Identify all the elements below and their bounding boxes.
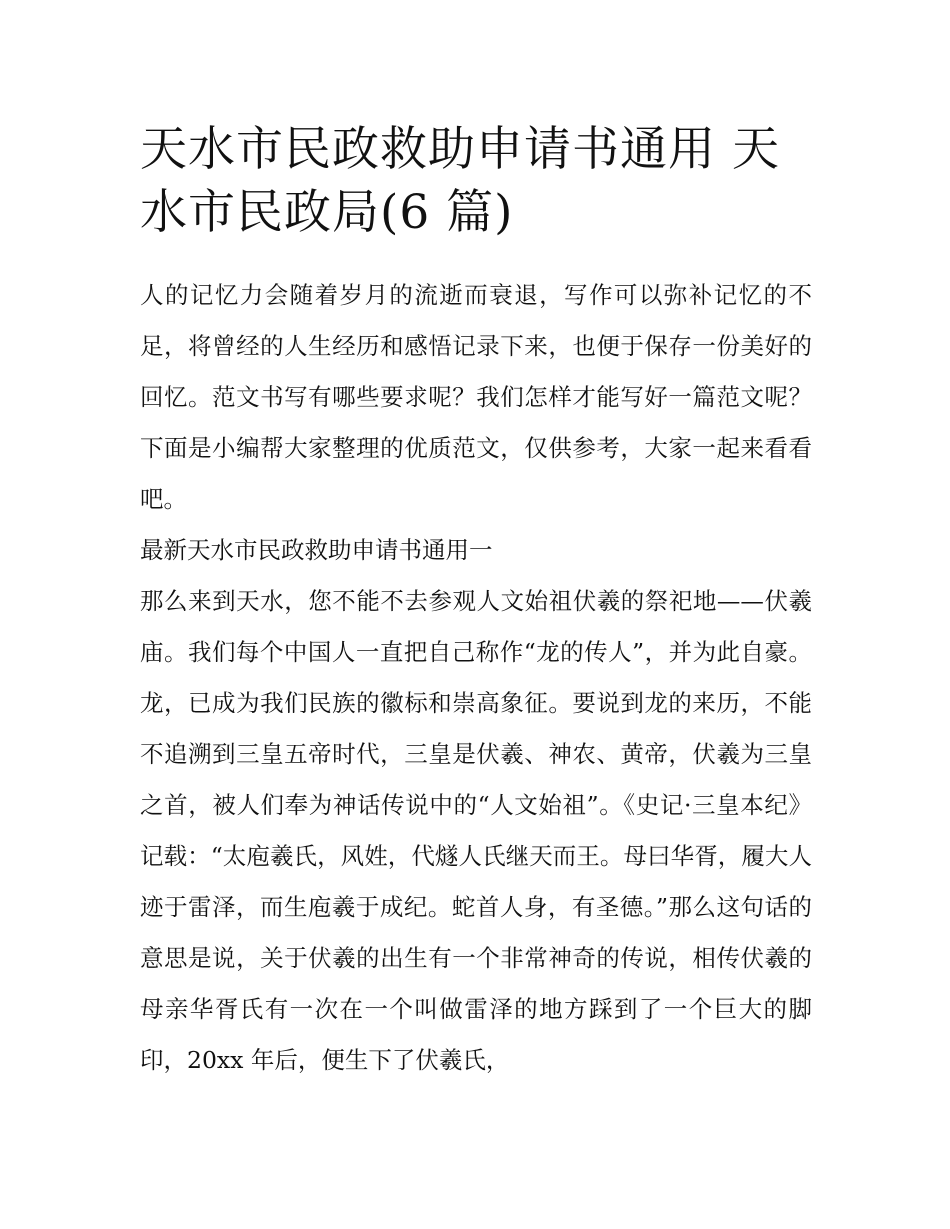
intro-paragraph: 人的记忆力会随着岁月的流逝而衰退，写作可以弥补记忆的不足，将曾经的人生经历和感悟记录下来，也便于保存一份美好的回忆。范文书写有哪些要求呢？我们怎样才能写好一篇范文呢？下面是小编帮大家整理的优质范文，仅供参考，大家一起来看看吧。 bbox=[140, 281, 812, 513]
document-body bbox=[140, 270, 812, 1086]
title-line-2: 水市民政局(6 篇) bbox=[140, 185, 514, 240]
title-line-1: 天水市民政救助申请书通用 天 bbox=[140, 122, 780, 177]
section-paragraph: 那么来到天水，您不能不去参观人文始祖伏羲的祭祀地——伏羲庙。我们每个中国人一直把自己称作“龙的传人”，并为此自豪。龙，已成为我们民族的徽标和崇高象征。要说到龙的来历，不能不追溯到三皇五帝时代，三皇是伏羲、神农、黄帝，伏羲为三皇之首，被人们奉为神话传说中的“人文始祖”。《史记·三皇本纪》记载：“太庖羲氏，风姓，代燧人氏继天而王。母曰华胥，履大人迹于雷泽，而生庖羲于成纪。蛇首人身，有圣德。”那么这句话的意思是说，关于伏羲的出生有一个非常神奇的传说，相传伏羲的母亲华胥氏有一次在一个叫做雷泽的地方踩到了一个巨大的脚印，20xx 年后，便生下了伏羲氏， bbox=[140, 587, 812, 1074]
section-heading: 最新天水市民政救助申请书通用一 bbox=[140, 536, 493, 564]
document-page bbox=[140, 118, 812, 1086]
document-title bbox=[140, 118, 812, 244]
